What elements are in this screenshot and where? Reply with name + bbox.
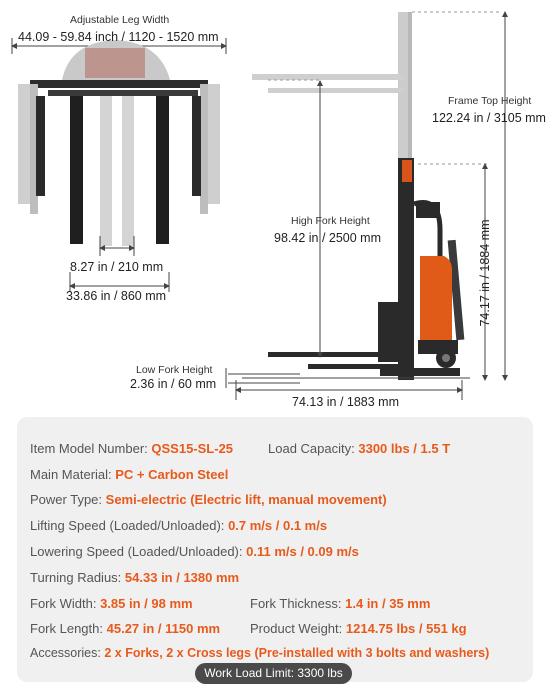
turning-radius-label: Turning Radius: — [30, 570, 122, 585]
fork-length-label: Fork Length: — [30, 621, 103, 636]
accessories-row — [30, 646, 489, 660]
turning-radius-value: 54.33 in / 1380 mm — [124, 570, 240, 585]
acc-legs: Cross legs (Pre-installed with 3 bolts and washers) — [187, 646, 490, 660]
acc-forks-qty: 2 x — [104, 646, 122, 660]
lowering-speed-value: 0.11 m/s / 0.09 m/s — [246, 544, 359, 559]
adjustable-leg-width-label: Adjustable Leg Width — [70, 14, 170, 26]
fork-thickness-row — [250, 596, 430, 611]
fork-thickness-value: 1.4 in / 35 mm — [345, 596, 431, 611]
low-fork-height-label: Low Fork Height — [136, 364, 213, 376]
work-load-limit-badge: Work Load Limit: 3300 lbs — [195, 663, 352, 684]
power-type-label: Power Type: — [30, 492, 103, 507]
outer-width-value: 33.86 in / 860 mm — [66, 289, 167, 303]
item-model-label: Item Model Number: — [30, 441, 148, 456]
acc-legs-qty: 2 x — [166, 646, 184, 660]
low-fork-height-value: 2.36 in / 60 mm — [130, 377, 217, 391]
product-weight-value: 1214.75 lbs / 551 kg — [345, 621, 467, 636]
fork-width-value: 3.85 in / 98 mm — [100, 596, 193, 611]
item-model-row — [30, 441, 233, 456]
power-type-row — [30, 492, 387, 507]
lifting-speed-row — [30, 518, 327, 533]
material-label: Main Material: — [30, 467, 112, 482]
material-value: PC + Carbon Steel — [115, 467, 229, 482]
high-fork-height-label: High Fork Height — [291, 215, 370, 227]
product-weight-label: Product Weight: — [250, 621, 343, 636]
fork-thickness-label: Fork Thickness: — [250, 596, 342, 611]
fork-width-row — [30, 596, 193, 611]
lifting-speed-value: 0.7 m/s / 0.1 m/s — [228, 518, 328, 533]
product-weight-row — [250, 621, 467, 636]
turning-radius-row — [30, 570, 239, 585]
high-fork-height-value: 98.42 in / 2500 mm — [274, 231, 382, 245]
item-model-value: QSS15-SL-25 — [151, 441, 234, 456]
overall-length-value: 74.13 in / 1883 mm — [292, 395, 400, 409]
load-capacity-value: 3300 lbs / 1.5 T — [358, 441, 451, 456]
lowering-speed-label: Lowering Speed (Loaded/Unloaded): — [30, 544, 243, 559]
fork-length-row — [30, 621, 220, 636]
load-capacity-label: Load Capacity: — [268, 441, 355, 456]
side-view-drawing — [226, 12, 505, 400]
power-type-value: Semi-electric (Electric lift, manual movement) — [105, 492, 387, 507]
acc-forks: Forks, — [125, 646, 163, 660]
inner-width-value: 8.27 in / 210 mm — [70, 260, 164, 274]
frame-top-height-value: 122.24 in / 3105 mm — [432, 111, 546, 125]
frame-top-height-label: Frame Top Height — [448, 95, 532, 107]
accessories-label: Accessories: — [30, 646, 101, 660]
lifting-speed-label: Lifting Speed (Loaded/Unloaded): — [30, 518, 225, 533]
adjustable-leg-width-value: 44.09 - 59.84 inch / 1120 - 1520 mm — [18, 30, 219, 44]
overall-height-value: 74.17 in / 1884 mm — [478, 219, 492, 327]
fork-length-value: 45.27 in / 1150 mm — [106, 621, 221, 636]
top-view-drawing — [12, 38, 226, 292]
fork-width-label: Fork Width: — [30, 596, 97, 611]
lowering-speed-row — [30, 544, 359, 559]
material-row — [30, 467, 228, 482]
load-capacity-row — [268, 441, 450, 456]
